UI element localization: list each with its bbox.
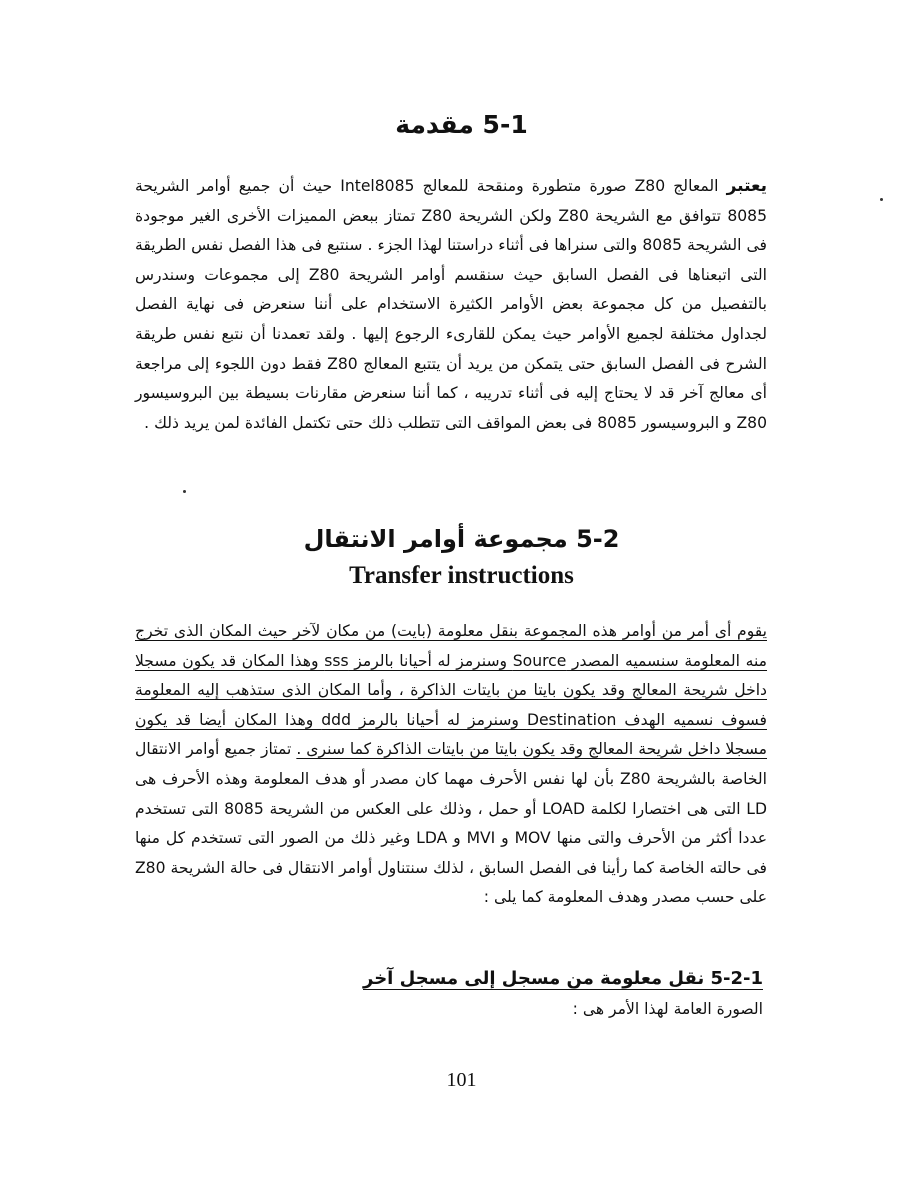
intro-body-text: المعالج Z80 صورة متطورة ومنقحة للمعالج Intel8085 حيث أن جميع أوامر الشريحة 8085 تتوافق مع الشريحة Z80 ولكن الشريحة Z80 تمتاز ببعض المميزات الأخرى الغير موجودة فى الشريحة 8085 والتى سنراها فى أثناء دراستنا لهذا الجزء . سنتبع فى هذا الفصل نفس الطريقة التى اتبعناها فى الفصل السابق حيث سنقسم أوامر الشريحة Z80 إلى مجموعات وسندرس بالتفصيل من كل مجموعة بعض الأوامر الكثيرة الاستخدام على أننا سنعرض فى نهاية الفصل لجداول مختلفة لجميع الأوامر حيث يمكن للقارىء الرجوع إليها . ولقد تعمدنا أن نتبع نفس طريقة الشرح فى الفصل السابق حتى يتمكن من يريد أن يتتبع المعالج Z80 فقط دون اللجوء إلى مراجعة أى معالج آخر قد لا يحتاج إليه فى أثناء تدريبه ، كما أننا سنعرض مقارنات بسيطة بين البروسيسور Z80 و البروسيسور 8085 فى بعض المواقف التى تتطلب ذلك حتى تكتمل الفائدة لمن يريد ذلك . [135,177,768,432]
page-number: 101 [446,1069,477,1091]
scan-speck [880,198,883,201]
transfer-body-text: تمتاز جميع أوامر الانتقال الخاصة بالشريحة Z80 بأن لها نفس الأحرف مهما كان مصدر أو هدف المعلومة وهذه الأحرف هى LD التى هى اختصارا لكلمة LOAD أو حمل ، وذلك على العكس من الشريحة 8085 التى تستخدم عددا أكثر من الأحرف والتى منها MOV و MVI و LDA وغير ذلك من الصور التى تستخدم كل منها فى حالته الخاصة كما رأينا فى الفصل السابق ، لذلك سنتناول أوامر الانتقال فى حالة الشريحة Z80 على حسب مصدر وهدف المعلومة كما يلى : [135,740,767,907]
intro-lead-word: يعتبر [726,176,767,196]
transfer-underlined-text: يقوم أى أمر من أوامر هذه المجموعة بنقل معلومة (بايت) من مكان لآخر حيث المكان الذى تخرج منه المعلومة سنسميه المصدر Source وسنرمز له أحيانا بالرمز sss وهذا المكان قد يكون مسجلا داخل شريحة المعالج وقد يكون بايتا من بايتات الذاكرة ، وأما المكان الذى ستذهب إليه المعلومة فسوف نسميه الهدف Destination وسنرمز له أحيانا بالرمز ddd وهذا المكان أيضا قد يكون مسجلا داخل شريحة المعالج وقد يكون بايتا من بايتات الذاكرة كما سنرى . [135,622,768,759]
subsection-text: الصورة العامة لهذا الأمر هى : [572,1000,763,1018]
transfer-paragraph [135,617,767,913]
transfer-heading-arabic: 5-2 مجموعة أوامر الانتقال [303,525,620,553]
intro-heading: 5-1 مقدمة [395,110,528,139]
subsection-heading: 5-2-1 نقل معلومة من مسجل إلى مسجل آخر [363,968,763,989]
transfer-heading-english: Transfer instructions [349,562,574,589]
intro-paragraph [135,172,767,438]
scan-speck [183,490,186,493]
